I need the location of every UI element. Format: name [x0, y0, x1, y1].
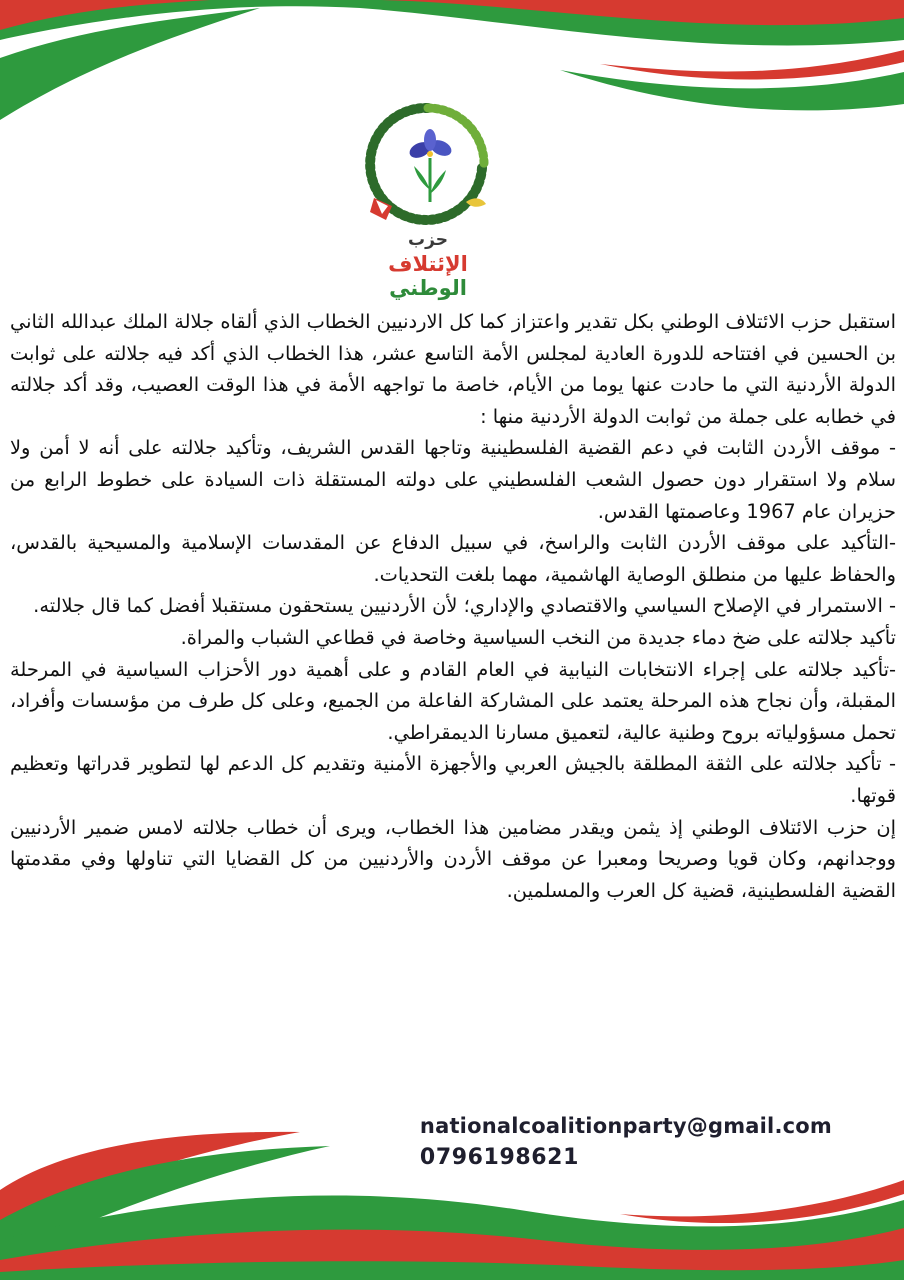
flower-wreath-logo-icon — [362, 98, 494, 230]
intro-paragraph: استقبل حزب الائتلاف الوطني بكل تقدير واعتزاز كما كل الاردنيين الخطاب الذي ألقاه جلالة الملك عبدالله الثاني بن الحسين في افتتاحه للدورة العادية لمجلس الأمة التاسع عشر، هذا الخطاب الذي أكد فيه جلالته على ثوابت الدولة الأردنية التي ما حادت عنها يوما من الأيام، خاصة ما تواجهه الأمة في هذا الوقت العصيب، وقد أكد جلالته في خطابه على جملة من ثوابت الدولة الأردنية منها : — [10, 310, 896, 428]
logo-party-name-green: الوطني — [389, 276, 467, 300]
bottom-wave-decoration — [0, 1110, 904, 1280]
contact-phone[interactable]: 0796198621 — [419, 1145, 579, 1170]
point-elections: -تأكيد جلالته على إجراء الانتخابات النيابية في العام القادم و على أهمية دور الأحزاب السياسية في المرحلة المقبلة، وأن نجاح هذه المرحلة يعتمد على المشاركة الفاعلة من الجميع، وعلى كل طرف من مؤسسات وأفراد، تحمل مسؤولياته بروح وطنية عالية، لتعميق مسارنا الديمقراطي. — [10, 657, 896, 744]
point-reform: - الاستمرار في الإصلاح السياسي والاقتصادي والإداري؛ لأن الأردنيين يستحقون مستقبلا أفضل كما قال جلالته. — [33, 594, 896, 618]
logo-party-name-red: الإئتلاف — [388, 252, 468, 276]
statement-body — [10, 306, 896, 906]
closing-paragraph: إن حزب الائتلاف الوطني إذ يثمن ويقدر مضامين هذا الخطاب، ويرى أن خطاب جلالته لامس ضمير الأردنيين ووجدانهم، وكان قويا وصريحا ومعبرا عن موقف الأردن والأردنيين من كل القضايا التي تناولها وفي مقدمتها القضية الفلسطينية، قضية كل العرب والمسلمين. — [10, 815, 896, 902]
logo-party-name — [362, 252, 494, 300]
logo-party-word: حزب — [408, 230, 448, 250]
point-new-elites: تأكيد جلالته على ضخ دماء جديدة من النخب السياسية وخاصة في قطاعي الشباب والمراة. — [180, 625, 896, 649]
point-holy-sites: -التأكيد على موقف الأردن الثابت والراسخ، في سبيل الدفاع عن المقدسات الإسلامية والمسيحية بالقدس، والحفاظ عليها من منطلق الوصاية الهاشمية، مهما بلغت التحديات. — [10, 531, 896, 586]
contact-email[interactable]: nationalcoalitionparty@gmail.com — [419, 1114, 832, 1138]
point-palestine: - موقف الأردن الثابت في دعم القضية الفلسطينية وتاجها القدس الشريف، وتأكيد جلالته على أنه لا أمن ولا سلام ولا استقرار دون حصول الشعب الفلسطيني على دولته المستقلة ذات السيادة على خطوط الرابع من حزيران عام 1967 وعاصمتها القدس. — [10, 436, 896, 523]
party-logo — [362, 98, 494, 300]
point-army: - تأكيد جلالته على الثقة المطلقة بالجيش العربي والأجهزة الأمنية وتقديم كل الدعم لها لتطوير قدراتها وتعظيم قوتها. — [10, 752, 896, 807]
